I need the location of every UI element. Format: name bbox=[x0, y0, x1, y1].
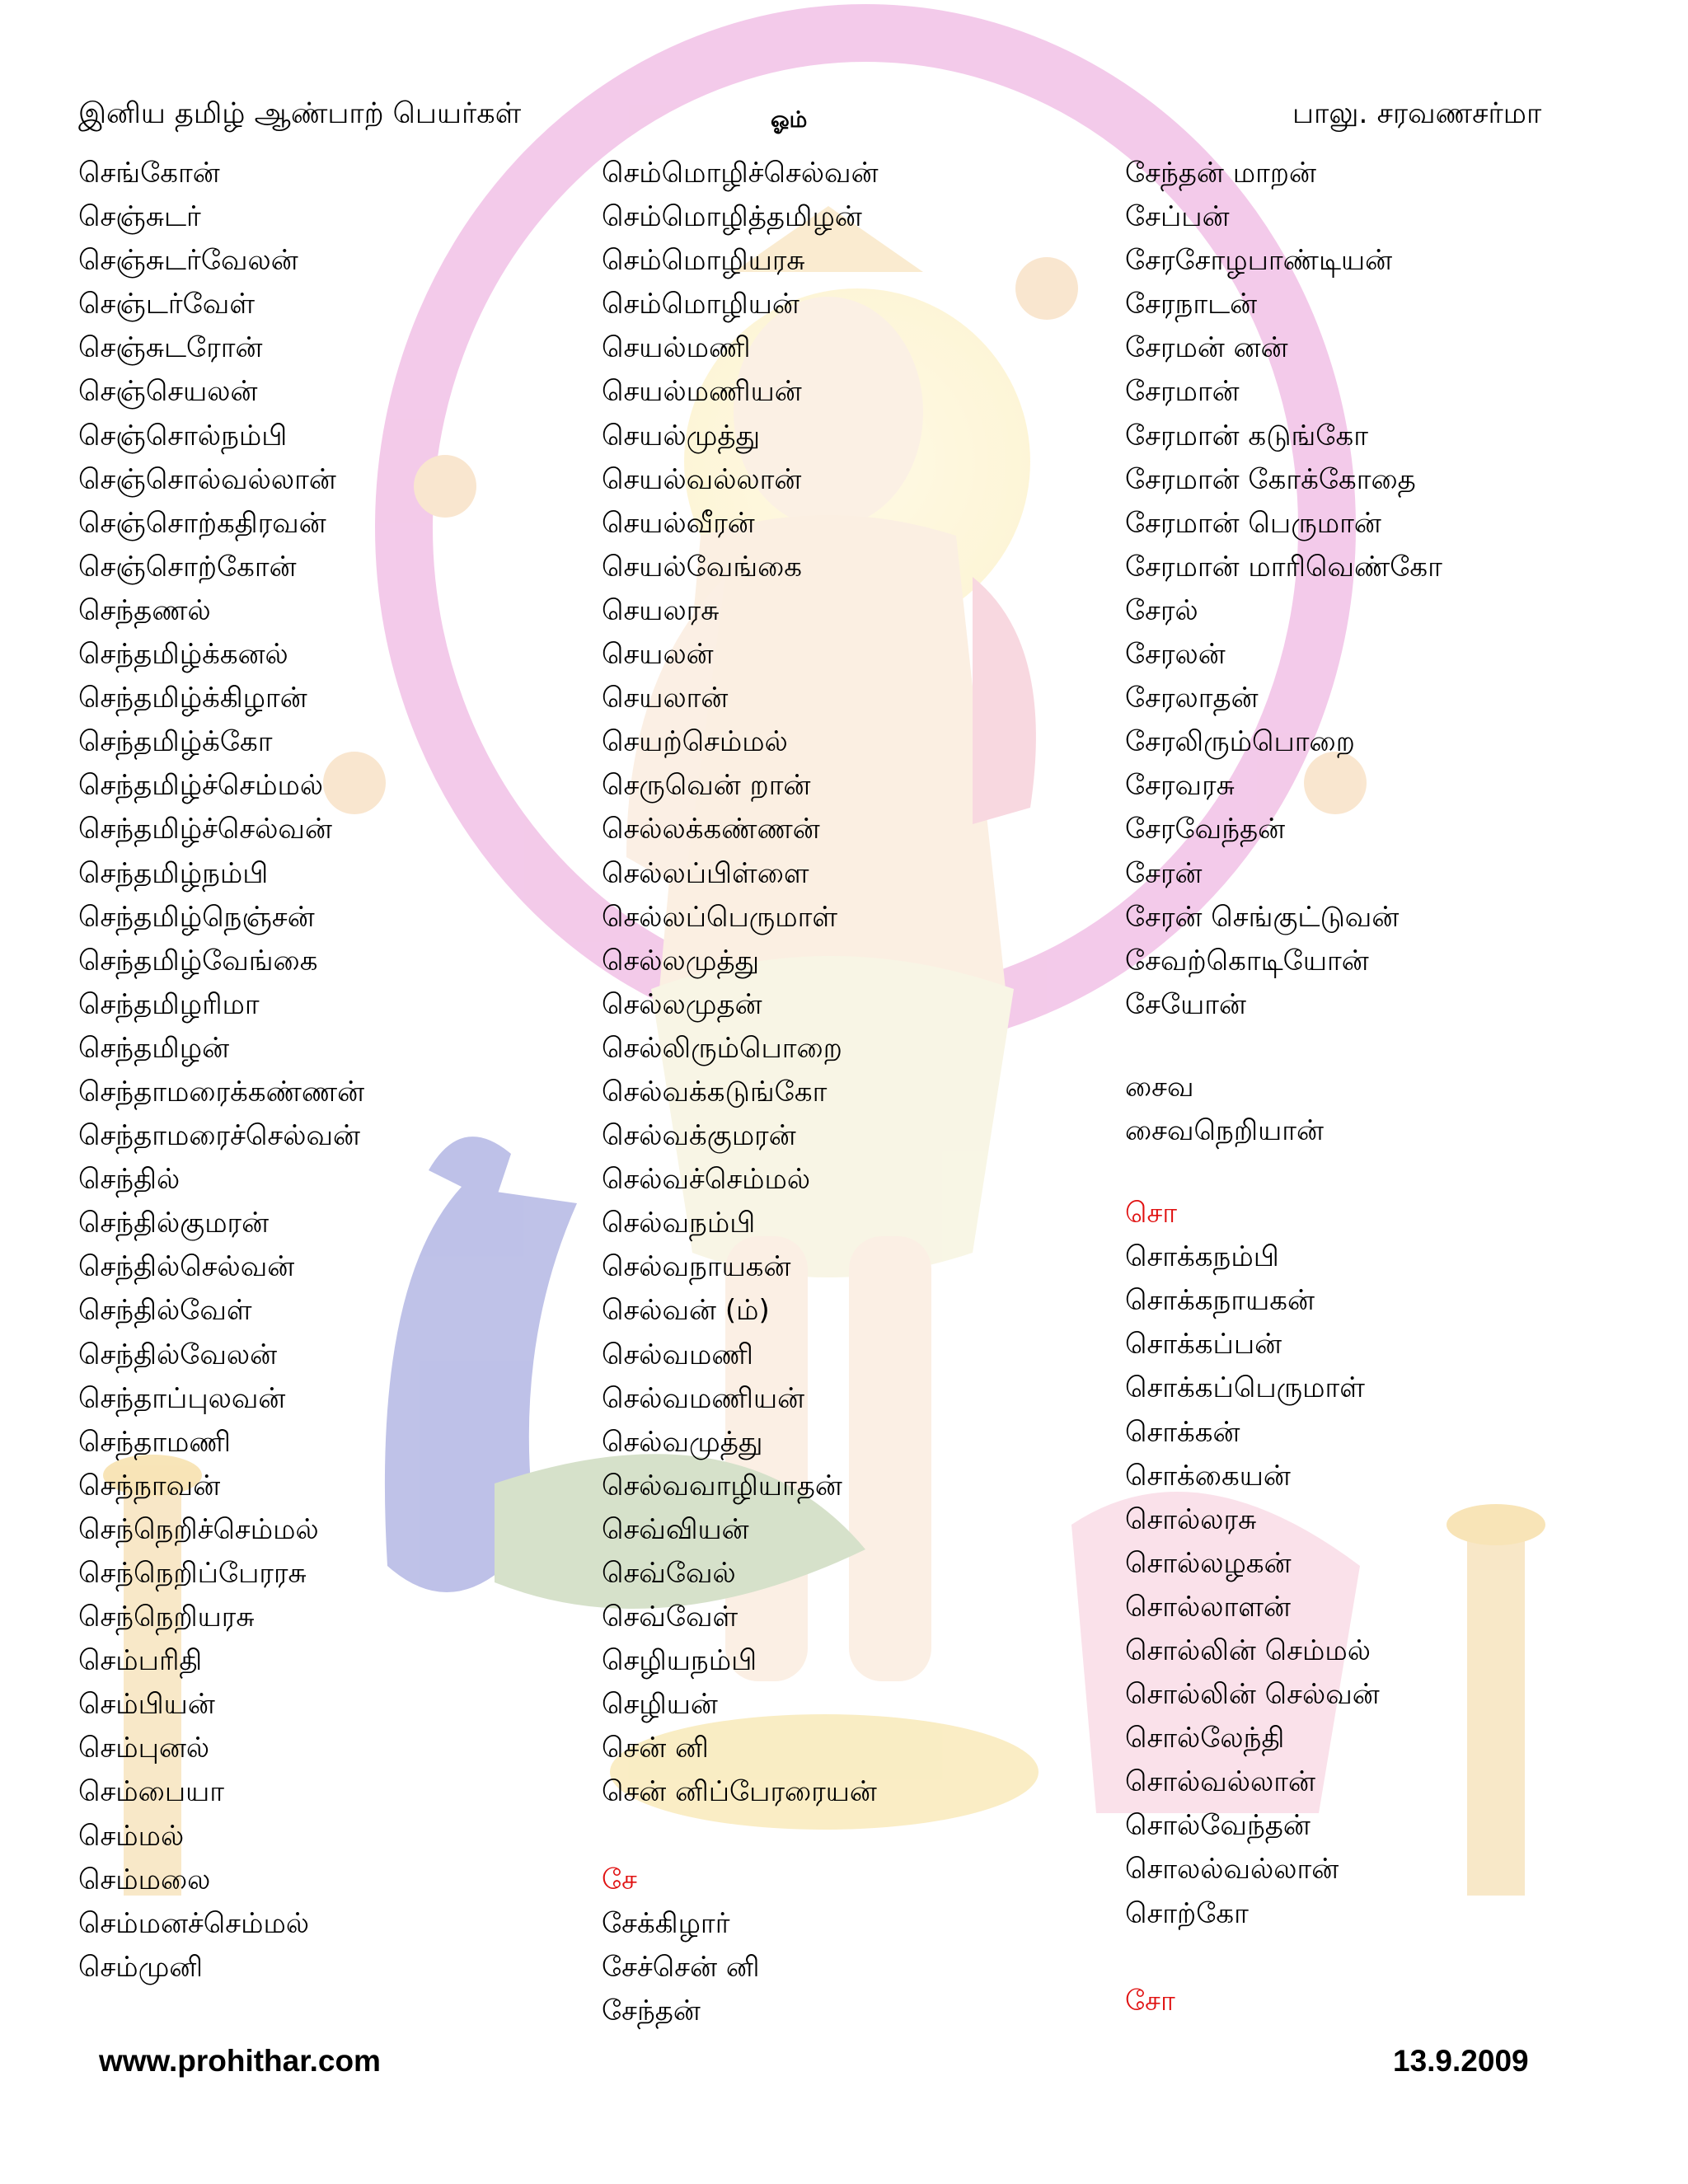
name-entry: செம்மொழிச்செல்வன் bbox=[602, 157, 879, 190]
name-entry: சென் னிப்பேரரையன் bbox=[602, 1775, 877, 1809]
name-entry: செல்வவாழியாதன் bbox=[602, 1469, 842, 1502]
name-entry: சேரன் bbox=[1125, 856, 1203, 890]
name-entry: செயல்வல்லான் bbox=[602, 462, 802, 496]
name-entry: செல்வநம்பி bbox=[602, 1207, 756, 1240]
name-entry: செஞ்செயலன் bbox=[78, 375, 258, 409]
name-entry: செல்லமுத்து bbox=[602, 944, 760, 977]
name-entry: சென் னி bbox=[602, 1732, 709, 1765]
name-entry: செம்மலை bbox=[78, 1863, 211, 1896]
name-entry: செந்நெறிப்பேரரசு bbox=[78, 1557, 307, 1590]
name-entry: சொலல்வல்லான் bbox=[1125, 1853, 1339, 1886]
name-entry: சேரமன் னன் bbox=[1125, 331, 1288, 365]
name-entry: செயற்செம்மல் bbox=[602, 725, 788, 759]
name-entry: சேக்கிழார் bbox=[602, 1906, 730, 1940]
name-entry: செஞ்சொல்வல்லான் bbox=[78, 462, 336, 496]
name-entry: செல்வன் (ம்) bbox=[602, 1294, 770, 1328]
name-entry: செஞ்சுடர் bbox=[78, 200, 201, 234]
name-entry: சேரசோழபாண்டியன் bbox=[1125, 244, 1393, 278]
name-entry: செஞ்சுடரோன் bbox=[78, 331, 263, 365]
header-title: இனிய தமிழ் ஆண்பாற் பெயர்கள் bbox=[78, 97, 522, 130]
name-entry: செம்முனி bbox=[78, 1950, 204, 1984]
name-entry: சேரவேந்தன் bbox=[1125, 813, 1286, 846]
name-entry: சொக்கநம்பி bbox=[1125, 1240, 1279, 1274]
name-entry: செயலான் bbox=[602, 682, 729, 715]
name-entry: செம்மொழியரசு bbox=[602, 244, 805, 278]
name-entry: செஞ்சொற்கோன் bbox=[78, 550, 297, 583]
name-entry: சொக்கையன் bbox=[1125, 1459, 1291, 1493]
name-entry: செந்தமிழ்க்கோ bbox=[78, 725, 273, 759]
name-entry: சொல்லேந்தி bbox=[1125, 1722, 1285, 1755]
name-entry: செல்வமுத்து bbox=[602, 1425, 763, 1459]
name-entry: செந்தணல் bbox=[78, 593, 211, 627]
name-entry: சேரலன் bbox=[1125, 638, 1226, 672]
name-entry: சேரநாடன் bbox=[1125, 288, 1258, 321]
header-om: ஓம் bbox=[771, 107, 808, 133]
name-entry: செந்தமிழ்நம்பி bbox=[78, 856, 269, 890]
name-entry: செழியநம்பி bbox=[602, 1644, 757, 1678]
name-entry: செந்தமிழ்ச்செம்மல் bbox=[78, 769, 324, 803]
name-entry: செந்தமிழ்க்கிழான் bbox=[78, 682, 307, 715]
name-entry: சொக்கன் bbox=[1125, 1415, 1240, 1449]
name-entry: செந்நாவன் bbox=[78, 1469, 221, 1502]
name-entry: செருவென் றான் bbox=[602, 769, 811, 803]
name-entry: செல்லக்கண்ணன் bbox=[602, 813, 820, 846]
name-entry: செம்மொழித்தமிழன் bbox=[602, 200, 862, 234]
name-entry: செந்தமிழ்நெஞ்சன் bbox=[78, 900, 315, 934]
name-entry: சேரவரசு bbox=[1125, 769, 1235, 803]
name-entry: சேரமான் கடுங்கோ bbox=[1125, 419, 1368, 452]
name-entry: செந்தாமணி bbox=[78, 1425, 231, 1459]
name-entry: சேரமான் மாரிவெண்கோ bbox=[1125, 550, 1442, 583]
name-entry: செந்தாமரைக்கண்ணன் bbox=[78, 1075, 365, 1108]
name-entry: செல்லிரும்பொறை bbox=[602, 1031, 842, 1065]
name-entry: சேரமான் bbox=[1125, 375, 1240, 409]
name-entry: செயலன் bbox=[602, 638, 714, 672]
name-entry: செஞ்சுடர்வேலன் bbox=[78, 244, 298, 278]
name-entry: சொக்கப்பன் bbox=[1125, 1328, 1282, 1361]
footer-website: www.prohithar.com bbox=[99, 2044, 381, 2078]
name-entry: செயல்மணி bbox=[602, 331, 751, 365]
name-entry: செயல்முத்து bbox=[602, 419, 761, 452]
name-entry: செம்மல் bbox=[78, 1819, 185, 1853]
name-entry: செல்வக்குமரன் bbox=[602, 1119, 796, 1153]
blank-line bbox=[602, 1815, 879, 1858]
name-entry: செம்பியன் bbox=[78, 1688, 215, 1722]
name-entry: சொல்வேந்தன் bbox=[1125, 1809, 1311, 1843]
name-entry: செவ்வியன் bbox=[602, 1512, 749, 1546]
name-entry: செம்பரிதி bbox=[78, 1644, 203, 1678]
name-entry: சேரன் செங்குட்டுவன் bbox=[1125, 900, 1400, 934]
name-entry: செந்நெறியரசு bbox=[78, 1601, 255, 1634]
name-entry: சொல்லழகன் bbox=[1125, 1546, 1292, 1580]
name-entry: சொக்கப்பெருமாள் bbox=[1125, 1371, 1365, 1405]
name-entry: செஞ்சொல்நம்பி bbox=[78, 419, 288, 452]
name-entry: சொல்வல்லான் bbox=[1125, 1765, 1315, 1799]
name-entry: செந்தமிழ்வேங்கை bbox=[78, 944, 318, 977]
name-entry: செந்தில்குமரன் bbox=[78, 1207, 270, 1240]
name-entry: செந்தில் bbox=[78, 1163, 181, 1197]
name-column-1 bbox=[78, 152, 364, 1990]
name-entry: செஞ்டர்வேள் bbox=[78, 288, 255, 321]
name-entry: செம்மனச்செம்மல் bbox=[78, 1906, 310, 1940]
name-entry: சொல்லாளன் bbox=[1125, 1590, 1291, 1624]
name-entry: சைவ bbox=[1125, 1070, 1194, 1104]
name-entry: செந்தில்வேள் bbox=[78, 1294, 252, 1328]
name-entry: சேவற்கொடியோன் bbox=[1125, 944, 1369, 977]
name-entry: சேச்சென் னி bbox=[602, 1950, 760, 1984]
name-entry: செம்மொழியன் bbox=[602, 288, 799, 321]
name-entry: செவ்வேள் bbox=[602, 1601, 738, 1634]
name-entry: செல்வக்கடுங்கோ bbox=[602, 1075, 828, 1108]
name-column-2 bbox=[602, 152, 879, 2033]
name-entry: செல்வச்செம்மல் bbox=[602, 1163, 811, 1197]
name-entry: செந்தாப்புலவன் bbox=[78, 1381, 286, 1415]
name-entry: செல்வநாயகன் bbox=[602, 1250, 791, 1284]
name-entry: சேரல் bbox=[1125, 593, 1198, 627]
name-entry: செல்லப்பெருமாள் bbox=[602, 900, 838, 934]
name-entry: சேப்பன் bbox=[1125, 200, 1230, 234]
name-entry: செயல்மணியன் bbox=[602, 375, 802, 409]
name-entry: செங்கோன் bbox=[78, 157, 220, 190]
name-entry: சேரமான் பெருமான் bbox=[1125, 506, 1381, 540]
name-entry: செயல்வீரன் bbox=[602, 506, 755, 540]
name-entry: செந்தில்வேலன் bbox=[78, 1338, 278, 1371]
blank-line bbox=[1125, 1153, 1442, 1192]
name-entry: சொக்கநாயகன் bbox=[1125, 1284, 1315, 1318]
name-entry: செந்தமிழரிமா bbox=[78, 987, 260, 1021]
name-entry: செந்தாமரைச்செல்வன் bbox=[78, 1119, 360, 1153]
name-entry: செந்நெறிச்செம்மல் bbox=[78, 1512, 319, 1546]
section-heading: சே bbox=[602, 1863, 637, 1896]
name-entry: செயலரசு bbox=[602, 593, 720, 627]
footer-date: 13.9.2009 bbox=[1393, 2044, 1529, 2078]
name-entry: சைவநெறியான் bbox=[1125, 1113, 1324, 1147]
name-entry: செல்வமணி bbox=[602, 1338, 753, 1371]
name-entry: செம்பையா bbox=[78, 1775, 225, 1809]
name-entry: செயல்வேங்கை bbox=[602, 550, 803, 583]
name-entry: சொல்லின் செல்வன் bbox=[1125, 1678, 1380, 1712]
section-heading: சோ bbox=[1125, 1984, 1175, 2018]
name-entry: சொல்லின் செம்மல் bbox=[1125, 1634, 1371, 1667]
name-entry: செழியன் bbox=[602, 1688, 718, 1722]
name-entry: செம்புனல் bbox=[78, 1732, 210, 1765]
name-entry: சேரலிரும்பொறை bbox=[1125, 725, 1355, 759]
name-entry: சேரமான் கோக்கோதை bbox=[1125, 462, 1416, 496]
name-entry: சேந்தன் bbox=[602, 1994, 701, 2027]
name-entry: சேயோன் bbox=[1125, 987, 1246, 1021]
blank-line bbox=[1125, 1936, 1442, 1980]
section-heading: சொ bbox=[1125, 1197, 1178, 1230]
name-entry: சொல்லரசு bbox=[1125, 1502, 1257, 1536]
name-entry: சேந்தன் மாறன் bbox=[1125, 157, 1316, 190]
name-entry: சொற்கோ bbox=[1125, 1896, 1249, 1930]
name-entry: செவ்வேல் bbox=[602, 1557, 736, 1590]
blank-line bbox=[1125, 1027, 1442, 1066]
name-entry: செந்தமிழ்க்கனல் bbox=[78, 638, 288, 672]
name-column-3 bbox=[1125, 152, 1442, 2023]
name-entry: செஞ்சொற்கதிரவன் bbox=[78, 506, 326, 540]
name-entry: செந்தமிழ்ச்செல்வன் bbox=[78, 813, 332, 846]
name-entry: செந்தில்செல்வன் bbox=[78, 1250, 295, 1284]
name-entry: செல்லமுதன் bbox=[602, 987, 762, 1021]
name-entry: சேரலாதன் bbox=[1125, 682, 1259, 715]
name-entry: செந்தமிழன் bbox=[78, 1031, 230, 1065]
name-entry: செல்லப்பிள்ளை bbox=[602, 856, 809, 890]
name-entry: செல்வமணியன் bbox=[602, 1381, 805, 1415]
header-author: பாலு. சரவணசர்மா bbox=[1292, 97, 1542, 130]
